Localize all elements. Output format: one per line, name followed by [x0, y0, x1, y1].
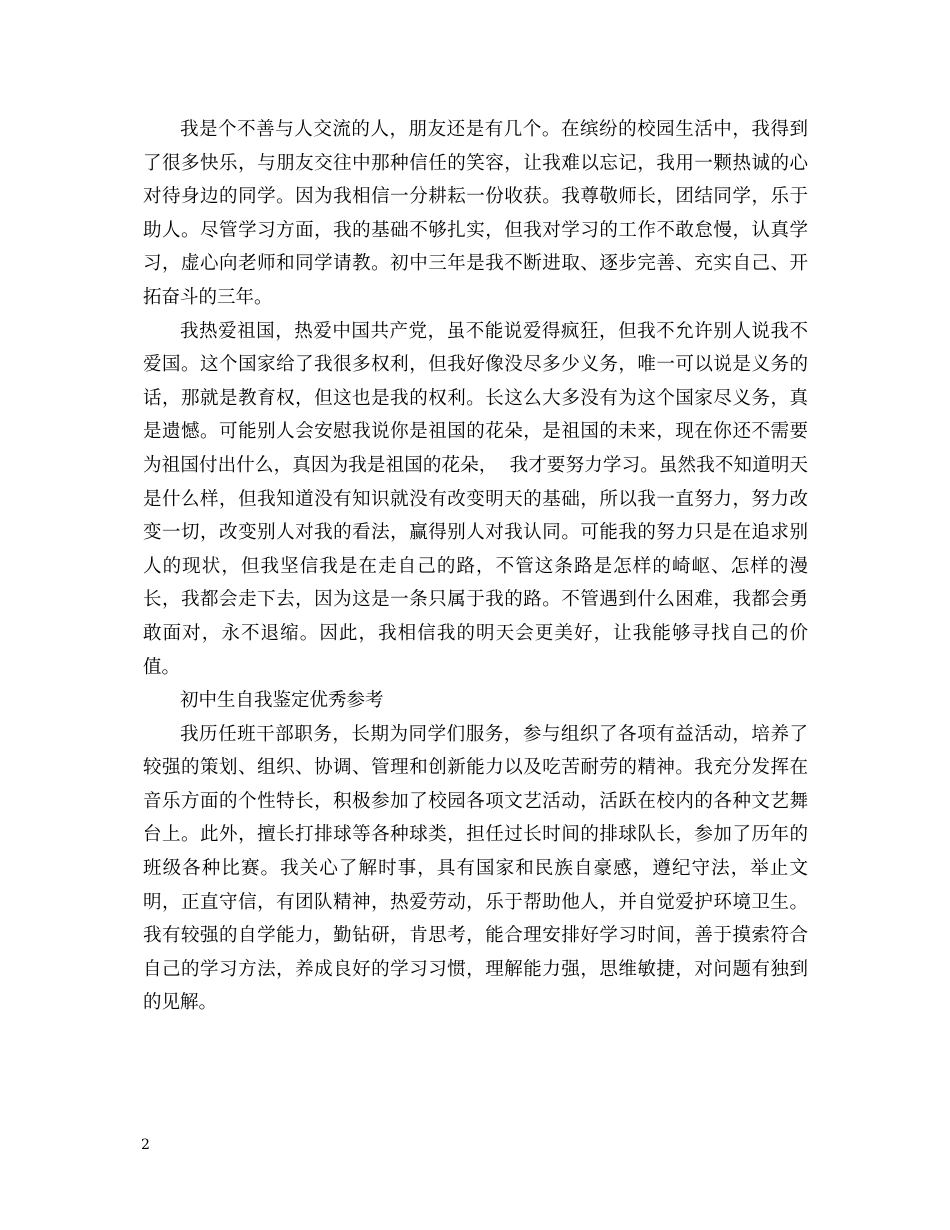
paragraph-3: 我历任班干部职务，长期为同学们服务，参与组织了各项有益活动，培养了较强的策划、组织、协调、管理和创新能力以及吃苦耐劳的精神。我充分发挥在音乐方面的个性特长，积极参加了校园各项文艺活动，活跃在校内的各种文艺舞台上。此外，擅长打排球等各种球类，担任过长时间的排球队长，参加了历年的班级各种比赛。我关心了解时事，具有国家和民族自豪感，遵纪守法，举止文明，正直守信，有团队精神，热爱劳动，乐于帮助他人，并自觉爱护环境卫生。我有较强的自学能力，勤钻研，肯思考，能合理安排好学习时间，善于摸索符合自己的学习方法，养成良好的学习习惯，理解能力强，思维敏捷，对问题有独到的见解。 — [143, 723, 808, 1014]
paragraph-1: 我是个不善与人交流的人，朋友还是有几个。在缤纷的校园生活中，我得到了很多快乐，与朋友交往中那种信任的笑容，让我难以忘记，我用一颗热诚的心对待身边的同学。因为我相信一分耕耘一份收获。我尊敬师长，团结同学，乐于助人。尽管学习方面，我的基础不够扎实，但我对学习的工作不敢怠慢，认真学习，虚心向老师和同学请教。初中三年是我不断进取、逐步完善、充实自己、开拓奋斗的三年。 — [143, 119, 808, 308]
page-number: 2 — [141, 1137, 150, 1153]
section-heading: 初中生自我鉴定优秀参考 — [180, 690, 384, 712]
document-body — [143, 113, 808, 1020]
paragraph-2: 我热爱祖国，热爱中国共产党，虽不能说爱得疯狂，但我不允许别人说我不爱国。这个国家给了我很多权利，但我好像没尽多少义务，唯一可以说是义务的话，那就是教育权，但这也是我的权利。长这么大多没有为这个国家尽义务，真是遗憾。可能别人会安慰我说你是祖国的花朵，是祖国的未来，现在你还不需要为祖国付出什么，真因为我是祖国的花朵， 我才要努力学习。虽然我不知道明天是什么样，但我知道没有知识就没有改变明天的基础，所以我一直努力，努力改变一切，改变别人对我的看法，赢得别人对我认同。可能我的努力只是在追求别人的现状，但我坚信我是在走自己的路，不管这条路是怎样的崎岖、怎样的漫长，我都会走下去，因为这是一条只属于我的路。不管遇到什么困难，我都会勇敢面对，永不退缩。因此，我相信我的明天会更美好，让我能够寻找自己的价值。 — [143, 320, 808, 678]
